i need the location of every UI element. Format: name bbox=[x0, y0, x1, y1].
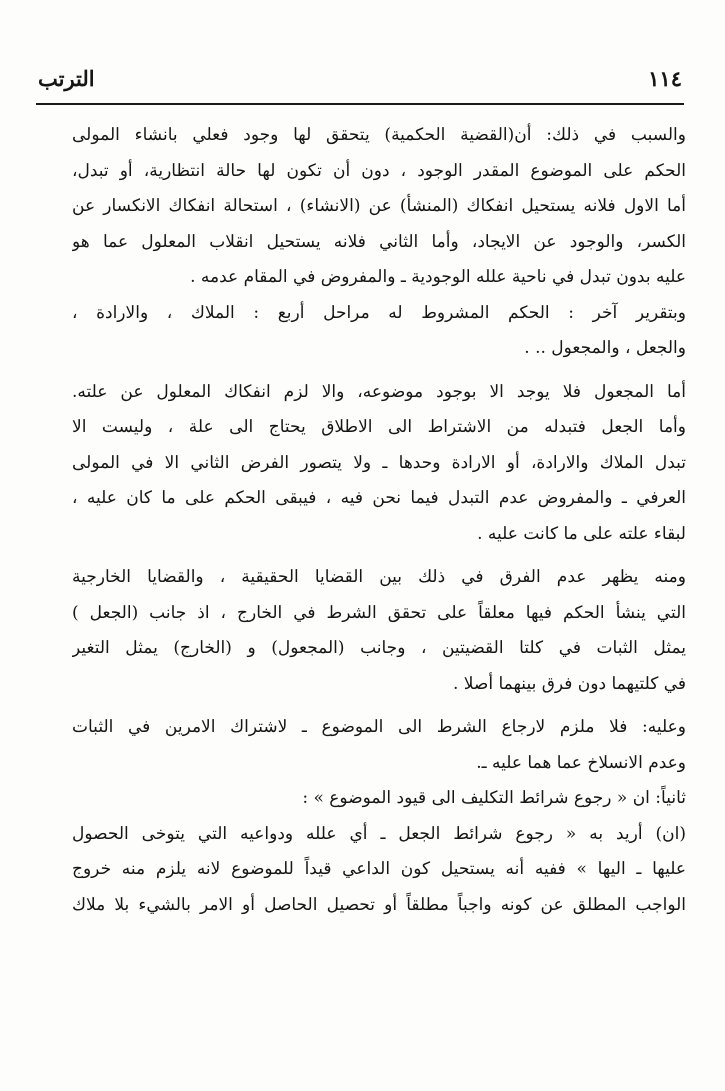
body-text bbox=[72, 118, 686, 923]
page-number: ١١٤ bbox=[648, 66, 682, 91]
text-line: والسبب في ذلك: أن(القضية الحكمية) يتحقق لها وجود فعلي بانشاء المولى bbox=[72, 125, 686, 145]
paragraph bbox=[72, 710, 686, 781]
text-line: في كلتيهما دون فرق بينهما أصلا . bbox=[452, 673, 686, 694]
paragraph-gap bbox=[72, 367, 686, 375]
paragraph-gap bbox=[72, 702, 686, 710]
text-line: ومنه يظهر عدم الفرق في ذلك بين القضايا الحقيقية ، والقضايا الخارجية bbox=[72, 567, 686, 587]
paragraph-gap bbox=[72, 552, 686, 560]
text-line: عليها ـ اليها » ففيه أنه يستحيل كون الداعي قيداً للموضوع لانه يلزم منه خروج bbox=[72, 859, 686, 879]
text-line: الكسر، والوجود عن الايجاد، وأما الثاني فلانه يستحيل انقلاب المعلول عما هو bbox=[72, 231, 686, 252]
text-line: ثانياً: ان « رجوع شرائط التكليف الى قيود الموضوع » : bbox=[302, 788, 686, 808]
text-line: أما المجعول فلا يوجد الا بوجود موضوعه، والا لزم انفكاك المعلول عن علته. bbox=[72, 381, 686, 402]
text-line: أما الاول فلانه يستحيل انفكاك (المنشأ) عن (الانشاء) ، استحالة انفكاك الانكسار عن bbox=[72, 196, 686, 216]
header-divider bbox=[36, 103, 684, 105]
text-line: تبدل الملاك والارادة، أو الارادة وحدها ـ ولا يتصور الفرض الثاني الا في المولى bbox=[72, 452, 686, 473]
text-line: عليه بدون تبدل في ناحية علله الوجودية ـ والمفروض في المقام عدمه . bbox=[190, 267, 686, 287]
text-line: وعدم الانسلاخ عما هما عليه ـ. bbox=[476, 752, 686, 773]
text-line: والجعل ، والمجعول .. . bbox=[524, 338, 686, 358]
paragraph bbox=[72, 560, 686, 702]
paragraph bbox=[72, 296, 686, 367]
text-line: العرفي ـ والمفروض عدم التبدل فيما نحن فيه ، فيبقى الحكم على ما كان عليه ، bbox=[72, 488, 686, 508]
running-title: الترتب bbox=[38, 66, 95, 91]
text-line: لبقاء علته على ما كانت عليه . bbox=[477, 523, 686, 544]
text-line: وعليه: فلا ملزم لارجاع الشرط الى الموضوع ـ لاشتراك الامرين في الثبات bbox=[72, 717, 686, 737]
text-line: يمثل الثبات في كلتا القضيتين ، وجانب (المجعول) و (الخارج) يمثل التغير bbox=[72, 638, 686, 658]
text-line: الواجب المطلق عن كونه واجباً مطلقاً أو تحصيل الحاصل أو الامر بالشيء بلا ملاك bbox=[72, 894, 686, 915]
page-header bbox=[38, 62, 682, 102]
text-line: الحكم على الموضوع المقدر الوجود ، دون أن تكون لها حالة انتظارية، أو تبدل، bbox=[72, 160, 686, 181]
text-line: وأما الجعل فتبدله من الاشتراط الى الاطلاق يحتاج الى علة ، وليست الا bbox=[72, 417, 686, 437]
text-line: التي ينشأ الحكم فيها معلقاً على تحقق الشرط في الخارج ، اذ جانب (الجعل ) bbox=[72, 602, 686, 623]
paragraph bbox=[72, 375, 686, 553]
paragraph bbox=[72, 118, 686, 296]
text-line: وبتقرير آخر : الحكم المشروط له مراحل أربع : الملاك ، والارادة ، bbox=[72, 302, 686, 323]
text-line: (ان) أريد به « رجوع شرائط الجعل ـ أي علله ودواعيه التي يتوخى الحصول bbox=[72, 823, 686, 844]
paragraph bbox=[72, 781, 686, 923]
